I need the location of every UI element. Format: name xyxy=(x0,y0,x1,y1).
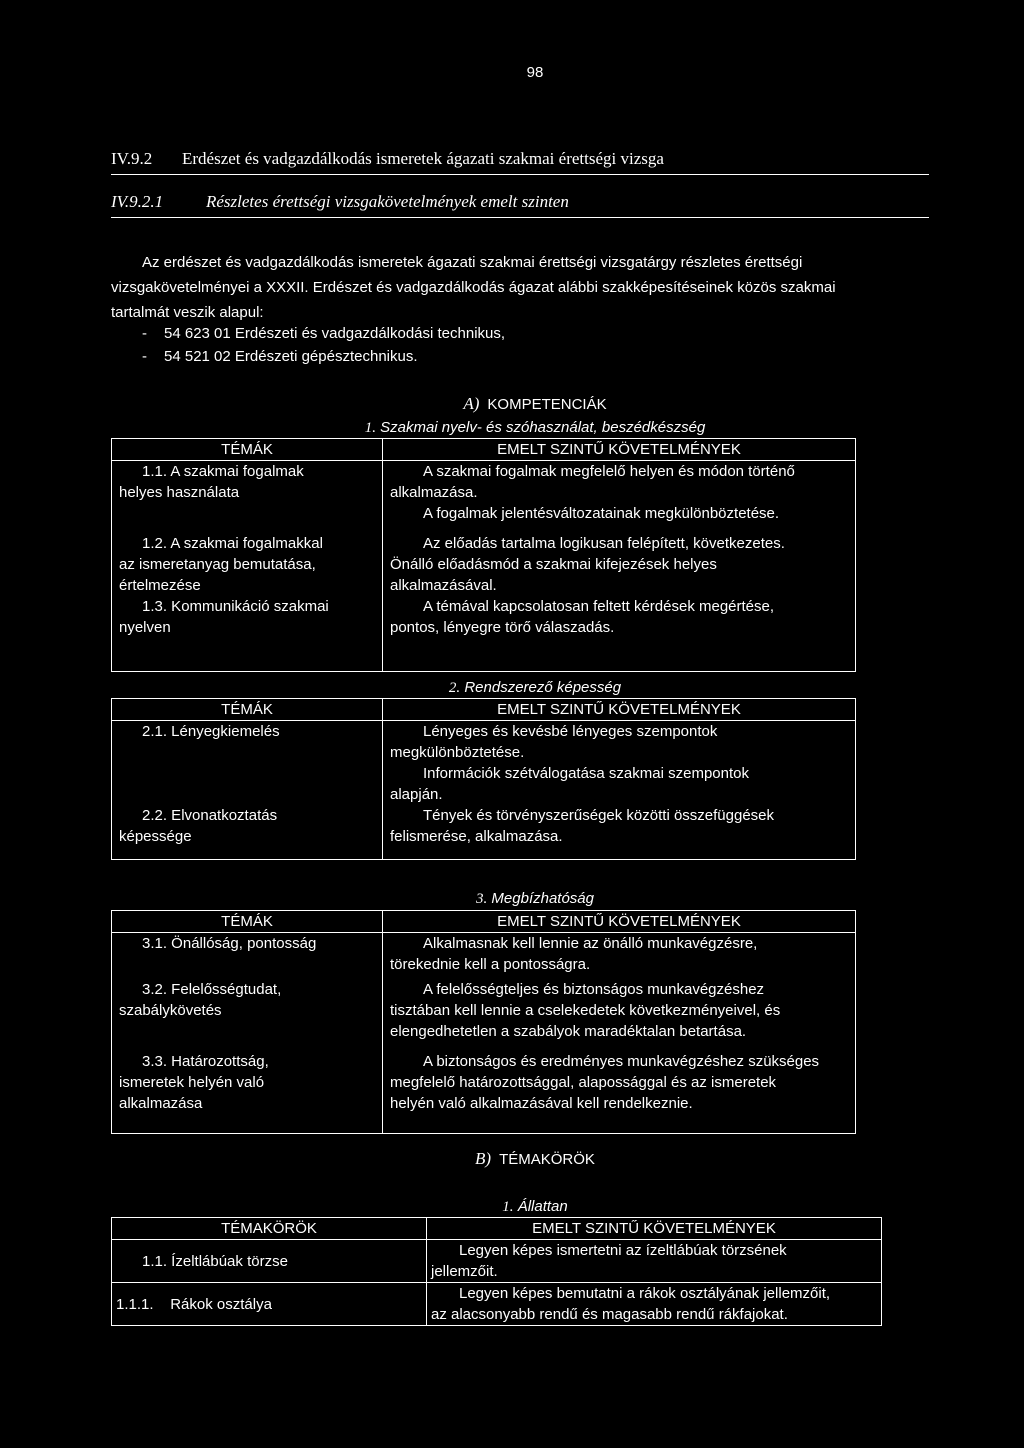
section-heading xyxy=(111,148,929,175)
subsection-number: IV.9.2.1 xyxy=(111,192,164,211)
intro-line-2: vizsgakövetelményei a XXXII. Erdészet és vadgazdálkodás ágazat alábbi szakképesítéseinek közös szakmai xyxy=(111,279,836,296)
subsection-title: Részletes érettségi vizsgakövetelmények emelt szinten xyxy=(206,192,569,211)
table-row: 2.1. Lényegkiemelés 2.2. Elvonatkoztatás képessége Lényeges és kevésbé lényeges szempontok megkülönböztetése. Információk szétválogatása szakmai szempontok alapján. Tények és törvényszerűségek közötti összefüggések felismerése, alkalmazása. xyxy=(112,721,856,860)
topics-table-title: 1. Állattan xyxy=(502,1198,568,1215)
table-3-title: 3. Megbízhatóság xyxy=(476,890,594,907)
intro-line-3: tartalmát veszik alapul: xyxy=(111,304,264,321)
intro-line-1: Az erdészet és vadgazdálkodás ismeretek ágazati szakmai érettségi vizsgatárgy részletes érettségi xyxy=(142,254,803,271)
col-header-requirements: EMELT SZINTŰ KÖVETELMÉNYEK xyxy=(383,699,856,721)
competency-table-2 xyxy=(111,698,856,860)
topic-area: 1.1. Ízeltlábúak törzse xyxy=(112,1240,427,1283)
topics-table xyxy=(111,1217,882,1326)
col-header-topics: TÉMÁK xyxy=(112,699,383,721)
section-b-heading: B) TÉMAKÖRÖK xyxy=(475,1149,595,1168)
table-row: 1.1. A szakmai fogalmak helyes használata 1.2. A szakmai fogalmakkal az ismeretanyag bemutatása, értelmezése 1.3. Kommunikáció szakmai nyelven A szakmai fogalmak megfelelő helyen és módon történő alkalmazása. A fogalmak jelentésváltozatainak megkülönböztetése. Az előadás tartalma logikusan felépített, következetes. Önálló előadásmód a szakmai kifejezések helyes alkalmazásával. A témával kapcsolatosan feltett kérdések megértése, pontos, lényegre törő válaszadás. xyxy=(112,461,856,672)
col-header-topics: TÉMÁK xyxy=(112,439,383,461)
table-row: 1.1. Ízeltlábúak törzse Legyen képes ismertetni az ízeltlábúak törzsének jellemzőit. xyxy=(112,1240,882,1283)
section-number: IV.9.2 xyxy=(111,149,153,168)
topic-area: 1.1.1. Rákok osztálya xyxy=(112,1283,427,1326)
table-row: 1.1.1. Rákok osztálya Legyen képes bemutatni a rákok osztályának jellemzőit, az alacsonyabb rendű és magasabb rendű rákfajokat. xyxy=(112,1283,882,1326)
subsection-heading xyxy=(111,191,929,218)
col-header-requirements: EMELT SZINTŰ KÖVETELMÉNYEK xyxy=(427,1218,882,1240)
table-2-title: 2. Rendszerező képesség xyxy=(448,679,622,696)
col-header-topics: TÉMÁK xyxy=(112,911,383,933)
section-a-heading: A) KOMPETENCIÁK xyxy=(463,394,607,413)
bullet-item: - 54 623 01 Erdészeti és vadgazdálkodási technikus, xyxy=(142,325,506,342)
competency-table-3 xyxy=(111,910,856,1134)
col-header-requirements: EMELT SZINTŰ KÖVETELMÉNYEK xyxy=(383,911,856,933)
section-title: Erdészet és vadgazdálkodás ismeretek ágazati szakmai érettségi vizsga xyxy=(182,149,664,168)
col-header-topic-areas: TÉMAKÖRÖK xyxy=(112,1218,427,1240)
competency-table-1 xyxy=(111,438,856,672)
bullet-item: - 54 521 02 Erdészeti gépésztechnikus. xyxy=(142,348,418,365)
page-number: 98 xyxy=(526,64,544,81)
col-header-requirements: EMELT SZINTŰ KÖVETELMÉNYEK xyxy=(383,439,856,461)
table-1-title: 1. Szakmai nyelv- és szóhasználat, beszédkészség xyxy=(364,419,706,436)
table-row: 3.1. Önállóság, pontosság 3.2. Felelősségtudat, szabálykövetés 3.3. Határozottság, ismeretek helyén való alkalmazása Alkalmasnak kell lennie az önálló munkavégzésre, törekednie kell a pontosságra. A felelősségteljes és biztonságos munkavégzéshez tisztában kell lennie a cselekedetek következményeivel, és elengedhetetlen a szabályok maradéktalan betartása. A biztonságos és eredményes munkavégzéshez szükséges megfelelő határozottsággal, alapossággal és az ismeretek helyén való alkalmazásával kell rendelkeznie. xyxy=(112,933,856,1134)
topic-text: 1.1. A szakmai fogalmak xyxy=(142,463,304,480)
